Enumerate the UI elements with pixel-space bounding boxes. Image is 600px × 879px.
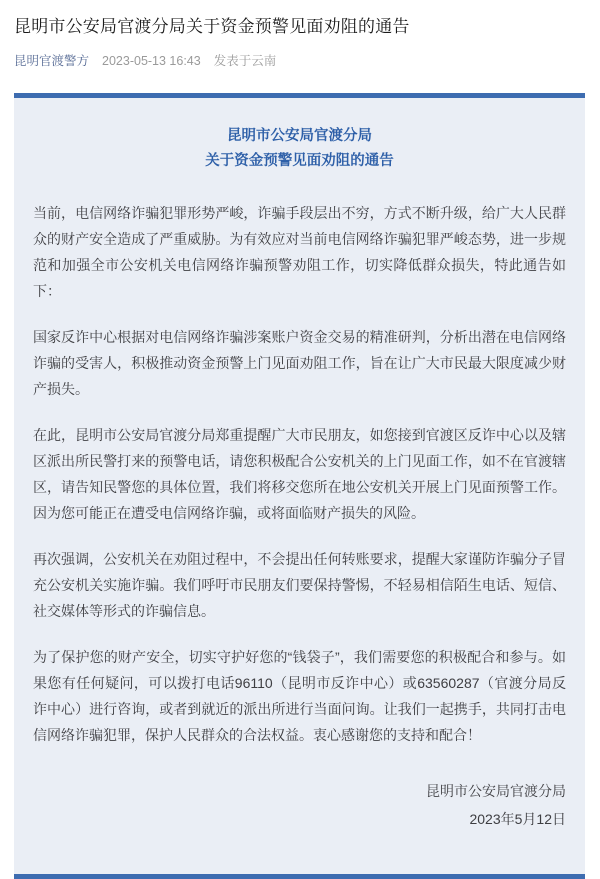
notice-paragraph: 在此，昆明市公安局官渡分局郑重提醒广大市民朋友，如您接到官渡区反诈中心以及辖区派出所民警打来的预警电话，请您积极配合公安机关的上门见面工作，如不在官渡辖区，请告知民警您的具体位置，我们将移交您所在地公安机关开展上门见面预警工作。因为您可能正在遭受电信网络诈骗，或将面临财产损失的风险。 <box>33 427 566 521</box>
notice-heading <box>33 124 566 174</box>
card-bottom-spacer <box>33 832 566 850</box>
notice-heading-line-2: 关于资金预警见面劝阻的通告 <box>205 153 394 169</box>
card-bottom-accent-bar <box>14 874 585 879</box>
notice-paragraph: 再次强调，公安机关在劝阻过程中，不会提出任何转账要求，提醒大家谨防诈骗分子冒充公安机关实施诈骗。我们呼吁市民朋友们要保持警惕，不轻易相信陌生电话、短信、社交媒体等形式的诈骗信息。 <box>33 551 566 619</box>
byline-location: 发表于云南 <box>213 54 277 68</box>
notice-signature <box>33 778 566 832</box>
byline-account-name[interactable]: 昆明官渡警方 <box>14 54 90 68</box>
notice-paragraph: 为了保护您的财产安全，切实守护好您的“钱袋子”，我们需要您的积极配合和参与。如果您有任何疑问，可以拨打电话96110（昆明市反诈中心）或63560287（官渡分局反诈中心）进行咨询，或者到就近的派出所进行当面问询。让我们一起携手，共同打击电信网络诈骗犯罪，保护人民群众的合法权益。衷心感谢您的支持和配合！ <box>33 649 566 743</box>
notice-heading-line-1: 昆明市公安局官渡分局 <box>227 128 372 144</box>
signature-date: 2023年5月12日 <box>469 811 566 827</box>
notice-paragraph: 当前，电信网络诈骗犯罪形势严峻，诈骗手段层出不穷，方式不断升级，给广大人民群众的财产安全造成了严重威胁。为有效应对当前电信网络诈骗犯罪严峻态势，进一步规范和加强全市公安机关电信网络诈骗预警劝阻工作，切实降低群众损失，特此通告如下： <box>33 205 566 299</box>
byline-publish-date: 2023-05-13 16:43 <box>102 54 201 68</box>
notice-card <box>14 93 585 879</box>
byline <box>14 52 586 70</box>
page-title: 昆明市公安局官渡分局关于资金预警见面劝阻的通告 <box>14 17 410 36</box>
notice-paragraph: 国家反诈中心根据对电信网络诈骗涉案账户资金交易的精准研判，分析出潜在电信网络诈骗的受害人，积极推动资金预警上门见面劝阻工作，旨在让广大市民最大限度减少财产损失。 <box>33 329 566 397</box>
article-header <box>0 0 600 70</box>
signature-organization: 昆明市公安局官渡分局 <box>426 783 566 799</box>
notice-card-body <box>14 98 585 874</box>
